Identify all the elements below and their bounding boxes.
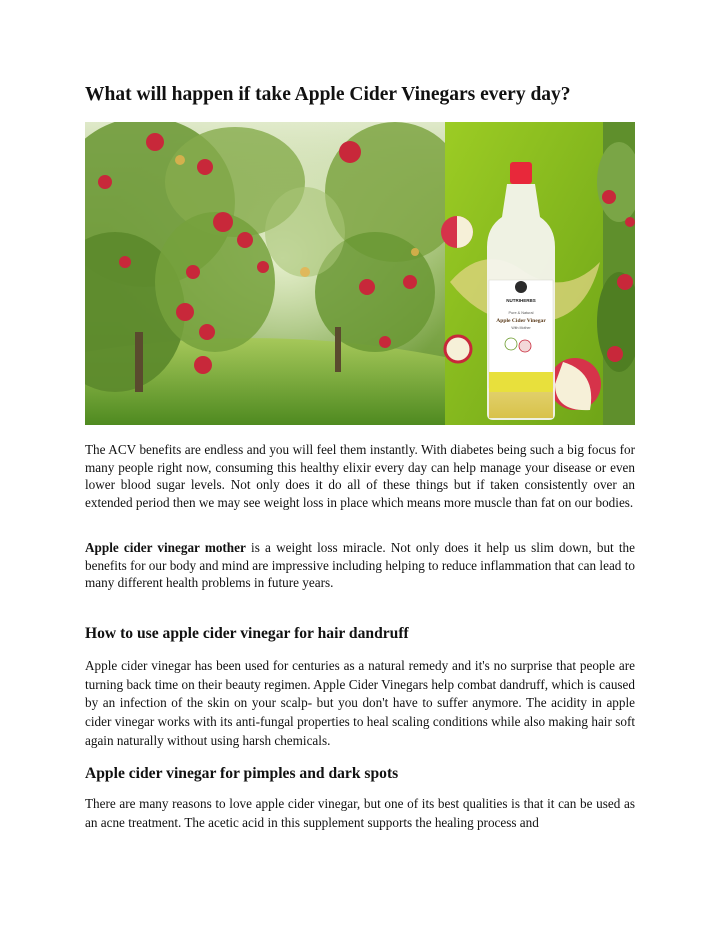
keyword-apple-cider-vinegar-mother: Apple cider vinegar mother bbox=[85, 540, 246, 555]
heading-hair-dandruff: How to use apple cider vinegar for hair dandruff bbox=[85, 625, 409, 642]
heading-pimples-dark-spots: Apple cider vinegar for pimples and dark spots bbox=[85, 765, 399, 782]
paragraph-pimples-dark-spots: There are many reasons to love apple cider vinegar, but one of its best qualities is that it can be used as an acne treatment. The acetic acid in this supplement supports the healing process and bbox=[85, 796, 635, 830]
orchard-scene bbox=[85, 122, 465, 425]
paragraph-vinegar-mother bbox=[85, 539, 635, 592]
article-title: What will happen if take Apple Cider Vinegars every day? bbox=[85, 84, 571, 105]
bottle-line2: Apple Cider Vinegar bbox=[496, 318, 546, 324]
bottle-brand: NUTRIHERBS bbox=[506, 298, 536, 303]
paragraph-acv-benefits: The ACV benefits are endless and you will feel them instantly. With diabetes being such a big focus for many people right now, consuming this healthy elixir every day can help manage your disease or even lower blood sugar levels. Not only does it do all of these things but if taken consistently over an extended period then we may see weight loss in place which means more muscle than fat on our bodies. bbox=[85, 442, 635, 510]
paragraph-hair-dandruff: Apple cider vinegar has been used for centuries as a natural remedy and it's no surprise that people are turning back time on their beauty regimen. Apple Cider Vinegars help combat dandruff, which is caused by an infection of the skin on your scalp- but you don't have to suffer anymore. The acidity in apple cider vinegar works with its anti-fungal properties to heal scaling conditions while also making hair soft again naturally without using harsh chemicals. bbox=[85, 658, 635, 748]
bottle-line1: Pure & Natural bbox=[508, 311, 534, 315]
product-panel bbox=[441, 122, 603, 425]
bottle-line3: With Mother bbox=[511, 326, 531, 330]
article-photo bbox=[85, 122, 635, 425]
paragraph-vinegar-mother-text: is a weight loss miracle. Not only does it help us slim down, but the benefits for our body and mind are impressive including helping to reduce inflammation that can lead to many different health problems in future years. bbox=[85, 540, 635, 590]
